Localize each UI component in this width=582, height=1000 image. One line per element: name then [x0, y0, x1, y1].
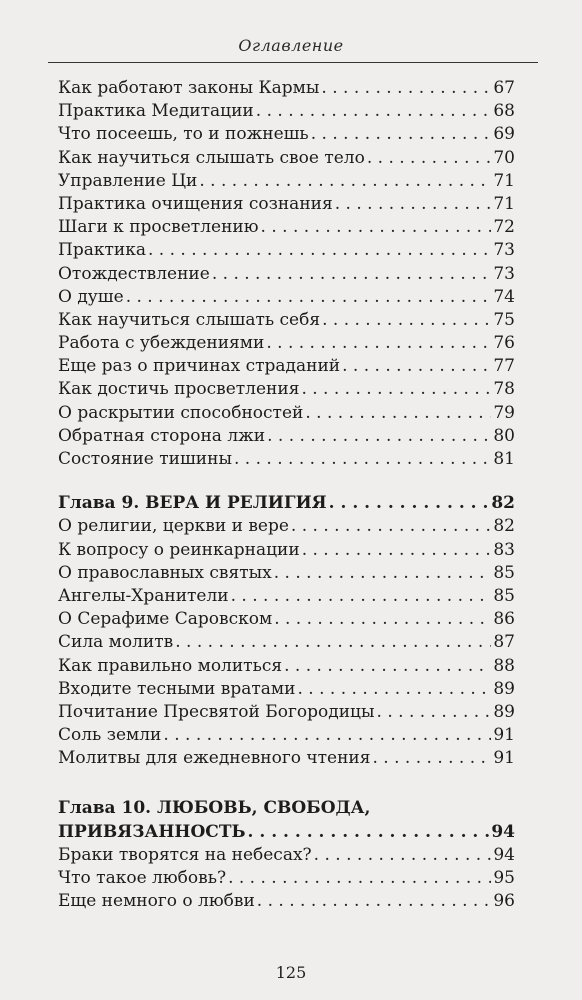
toc-entry	[58, 448, 515, 471]
toc-entry	[58, 263, 515, 286]
dot-leader	[342, 355, 491, 378]
dot-leader	[372, 747, 491, 770]
dot-leader	[311, 123, 492, 146]
dot-leader	[199, 170, 491, 193]
dot-leader	[335, 193, 492, 216]
entry-title: Обратная сторона лжи	[58, 425, 266, 446]
entry-title: Управление Ци	[58, 170, 198, 191]
entry-page: 72	[493, 217, 515, 238]
entry-page: 81	[493, 449, 515, 469]
toc-entry	[58, 332, 515, 355]
entry-title: Отождествление	[58, 263, 210, 284]
entry-title: Входите тесными вратами	[58, 678, 296, 699]
entry-page: 70	[493, 147, 515, 168]
dot-leader	[297, 678, 491, 701]
toc-entry	[58, 286, 515, 309]
entry-title: О православных святых	[58, 562, 272, 583]
dot-leader	[256, 100, 492, 123]
entry-title: Шаги к просветлению	[58, 217, 259, 238]
dot-leader	[212, 263, 492, 286]
chapter-title: ПРИВЯЗАННОСТЬ	[58, 821, 246, 842]
dot-leader	[261, 216, 492, 239]
dot-leader	[377, 701, 492, 724]
dot-leader	[126, 286, 492, 309]
toc-entry	[58, 355, 515, 378]
entry-title: Что такое любовь?	[58, 868, 227, 888]
toc-section-c	[58, 844, 515, 914]
entry-page: 85	[493, 585, 515, 606]
toc-entry	[58, 77, 515, 100]
toc-entry	[58, 890, 515, 913]
dot-leader	[248, 821, 490, 844]
entry-page: 89	[493, 701, 515, 722]
toc-entry	[58, 515, 515, 538]
running-header: Оглавление	[238, 36, 344, 55]
toc-entry	[58, 309, 515, 332]
dot-leader	[148, 239, 491, 262]
entry-page: 96	[493, 891, 515, 912]
toc-entry	[58, 562, 515, 585]
dot-leader	[274, 562, 492, 585]
entry-title: Еще немного о любви	[58, 891, 255, 912]
entry-title: Ангелы-Хранители	[58, 585, 229, 606]
toc-entry	[58, 631, 515, 654]
toc-entry	[58, 608, 515, 631]
chapter-page: 82	[491, 493, 515, 514]
entry-page: 82	[493, 516, 515, 537]
table-of-contents	[58, 77, 515, 913]
toc-entry	[58, 585, 515, 608]
header-rule	[48, 62, 538, 63]
entry-page: 69	[493, 124, 515, 145]
toc-entry	[58, 701, 515, 724]
entry-title: Браки творятся на небесах?	[58, 844, 312, 865]
dot-leader	[228, 867, 491, 890]
dot-leader	[305, 402, 491, 425]
entry-page: 86	[493, 609, 515, 630]
entry-page: 91	[493, 725, 515, 746]
dot-leader	[267, 425, 491, 448]
entry-page: 91	[493, 748, 515, 769]
dot-leader	[274, 608, 491, 631]
toc-entry	[58, 216, 515, 239]
entry-title: Практика очищения сознания	[58, 193, 333, 214]
toc-entry	[58, 655, 515, 678]
dot-leader	[284, 655, 491, 678]
toc-entry	[58, 193, 515, 216]
chapter-10-heading-line1: Глава 10. ЛЮБОВЬ, СВОБОДА,	[58, 798, 371, 819]
toc-entry	[58, 425, 515, 448]
entry-title: Работа с убеждениями	[58, 333, 265, 354]
entry-title: О Серафиме Саровском	[58, 609, 273, 630]
entry-title: Соль земли	[58, 725, 162, 746]
entry-title: Как научиться слышать себя	[58, 309, 321, 330]
entry-page: 76	[493, 333, 515, 354]
entry-page: 85	[493, 562, 515, 583]
entry-title: О раскрытии способностей	[58, 402, 304, 423]
entry-page: 75	[493, 309, 515, 330]
dot-leader	[163, 724, 491, 747]
dot-leader	[314, 844, 492, 867]
toc-entry	[58, 378, 515, 401]
entry-title: Что посеешь, то и пожнешь	[58, 124, 309, 145]
entry-title: Практика Медитации	[58, 101, 254, 122]
toc-entry	[58, 123, 515, 146]
entry-title: К вопросу о реинкарнации	[58, 539, 300, 560]
dot-leader	[321, 77, 491, 100]
chapter-9-heading	[58, 492, 515, 515]
chapter-page: 94	[491, 821, 515, 842]
dot-leader	[257, 890, 492, 913]
dot-leader	[291, 515, 491, 538]
toc-entry	[58, 100, 515, 123]
entry-page: 67	[493, 78, 515, 98]
chapter-10-heading	[58, 821, 515, 844]
entry-page: 77	[493, 356, 515, 377]
toc-entry	[58, 239, 515, 262]
dot-leader	[302, 539, 492, 562]
toc-entry	[58, 170, 515, 193]
entry-title: Практика	[58, 240, 146, 261]
entry-page: 94	[493, 844, 515, 865]
entry-page: 71	[493, 170, 515, 191]
toc-entry	[58, 402, 515, 425]
entry-page: 74	[493, 286, 515, 307]
toc-entry	[58, 724, 515, 747]
entry-page: 88	[493, 655, 515, 676]
toc-section-b	[58, 515, 515, 770]
entry-title: Как правильно молиться	[58, 655, 283, 676]
entry-page: 78	[493, 379, 515, 400]
entry-page: 68	[493, 101, 515, 122]
toc-entry	[58, 844, 515, 867]
entry-page: 95	[493, 868, 515, 888]
entry-title: Почитание Пресвятой Богородицы	[58, 701, 375, 722]
dot-leader	[329, 492, 490, 515]
toc-entry	[58, 539, 515, 562]
dot-leader	[234, 448, 491, 471]
entry-title: Как достичь просветления	[58, 379, 300, 400]
toc-entry	[58, 747, 515, 770]
entry-title: О религии, церкви и вере	[58, 516, 289, 537]
dot-leader	[367, 147, 492, 170]
dot-leader	[301, 378, 491, 401]
entry-page: 83	[493, 539, 515, 560]
entry-title: Как работают законы Кармы	[58, 78, 320, 98]
entry-page: 87	[493, 632, 515, 653]
dot-leader	[266, 332, 491, 355]
dot-leader	[175, 631, 491, 654]
entry-title: Как научиться слышать свое тело	[58, 147, 365, 168]
entry-title: Сила молитв	[58, 632, 174, 653]
entry-page: 80	[493, 425, 515, 446]
toc-entry	[58, 678, 515, 701]
entry-title: Еще раз о причинах страданий	[58, 356, 341, 377]
entry-title: Молитвы для ежедневного чтения	[58, 748, 371, 769]
chapter-title: Глава 9. ВЕРА И РЕЛИГИЯ	[58, 493, 327, 514]
toc-entry	[58, 147, 515, 170]
page-number: 125	[275, 963, 307, 982]
toc-section-a	[58, 77, 515, 471]
toc-entry	[58, 867, 515, 890]
entry-page: 73	[493, 240, 515, 261]
entry-title: Состояние тишины	[58, 449, 232, 469]
dot-leader	[231, 585, 492, 608]
entry-title: О душе	[58, 286, 124, 307]
entry-page: 79	[493, 402, 515, 423]
entry-page: 73	[493, 263, 515, 284]
entry-page: 71	[493, 193, 515, 214]
dot-leader	[322, 309, 491, 332]
entry-page: 89	[493, 678, 515, 699]
